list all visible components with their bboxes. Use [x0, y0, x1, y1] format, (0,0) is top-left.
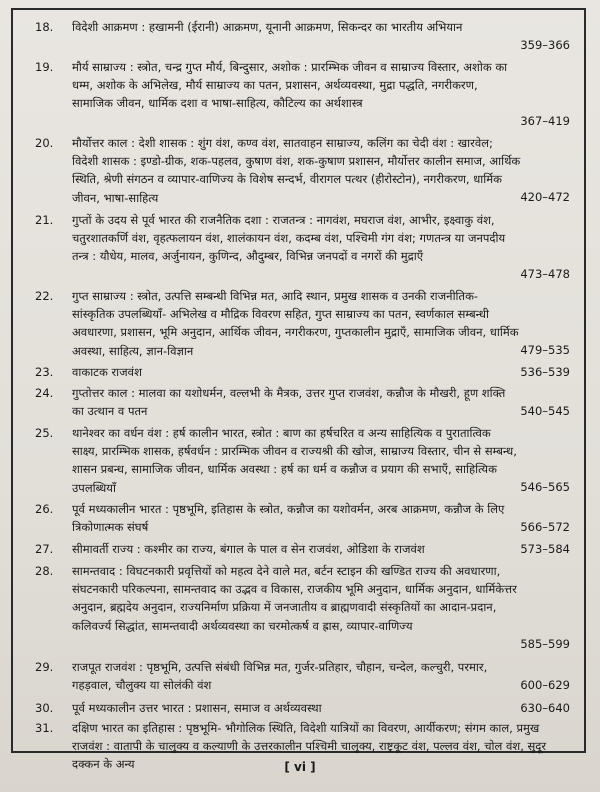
entry-pages: 585–599 [520, 637, 570, 651]
entry-pages: 359–366 [520, 38, 570, 52]
entry-number: 30. [35, 701, 54, 715]
toc-entry-21 [13, 211, 584, 283]
entry-pages: 573–584 [520, 542, 570, 556]
entry-number: 29. [35, 660, 54, 674]
entry-pages: 600–629 [520, 678, 570, 692]
toc-entry-30 [13, 699, 584, 717]
toc-entry-26 [13, 500, 584, 536]
entry-number: 31. [35, 721, 54, 735]
entry-number: 20. [35, 136, 54, 150]
toc-entry-22 [13, 287, 584, 360]
entry-title: सामन्तवाद : विघटनकारी प्रवृत्तियों को महत्व देने वाले मत, बर्टन स्टाइन की खण्डित राज्य की अवधारणा, संघटनकारी परिकल्पना, सामन्तवाद का उद्भव व विकास, राजकीय भूमि अनुदान, धार्मिक अनुदान, धार्मिकेत्तर अनुदान, ब्रह्मदेय अनुदान, राज्यनिर्माण प्रक्रिया में जनजातीय व ब्राह्मणवादी संस्कृतियों का आदान-प्रदान, कलिवर्ज्य सिद्धांत, सामन्तवादी अर्थव्यवस्था का चरमोत्कर्ष व ह्रास, व्यापार-वाणिज्य [72, 564, 521, 633]
entry-title: मौर्योत्तर काल : देशी शासक : शुंग वंश, कण्व वंश, सातवाहन साम्राज्य, कलिंग का चेदी वंश : खारवेल; विदेशी शासक : इण्डो-ग्रीक, शक-पहलव, कुषाण वंश, शक-कुषाण प्रशासन, मौर्योत्तर कालीन समाज, आर्थिक स्थिति, श्रेणी संगठन व व्यापार-वाणिज्य के विशेष सन्दर्भ, वीरागल पत्थर (हीरोस्टोन), नगरीकरण, धार्मिक जीवन, भाषा-साहित्य [72, 136, 524, 205]
entry-number: 26. [35, 502, 54, 516]
toc-entry-23 [13, 363, 584, 381]
entry-title: गुप्त साम्राज्य : स्त्रोत, उत्पत्ति सम्बन्धी विभिन्न मत, आदि स्थान, प्रमुख शासक व उनकी राजनीतिक-सांस्कृतिक उपलब्धियाँ- अभिलेख व मौद्रिक विवरण सहित, गुप्त साम्राज्य का पतन, स्वर्णकाल सम्बन्धी अवधारणा, प्रशासन, भूमि अनुदान, आर्थिक जीवन, नगरीकरण, गुप्तकालीन मुद्राएँ, सामाजिक जीवन, धार्मिक अवस्था, साहित्य, ज्ञान-विज्ञान [72, 289, 523, 358]
entry-number: 19. [35, 60, 54, 74]
entry-pages: 420–472 [520, 190, 570, 204]
entry-title: मौर्य साम्राज्य : स्त्रोत, चन्द्र गुप्त मौर्य, बिन्दुसार, अशोक : प्रारम्भिक जीवन व साम्राज्य विस्तार, अशोक का धम्म, अशोक के अभिलेख, मौर्य साम्राज्य का पतन, प्रशासन, अर्थव्यवस्था, मुद्रा पद्धति, नगरीकरण, सामाजिक जीवन, धार्मिक दशा व भाषा-साहित्य, कौटिल्य का अर्थशास्त्र [72, 60, 511, 111]
entry-title: वाकाटक राजवंश [72, 365, 142, 379]
entry-title: विदेशी आक्रमण : हखामनी (ईरानी) आक्रमण, यूनानी आक्रमण, सिकन्दर का भारतीय अभियान [72, 20, 463, 34]
entry-pages: 566–572 [520, 520, 570, 534]
entry-pages: 630–640 [520, 701, 570, 715]
toc-entry-27 [13, 540, 584, 558]
page-number: [ vi ] [284, 760, 316, 774]
entry-number: 21. [35, 213, 54, 227]
entry-pages: 546–565 [520, 480, 570, 494]
entry-number: 25. [35, 426, 54, 440]
entry-pages: 367–419 [520, 114, 570, 128]
entry-pages: 479–535 [520, 343, 570, 357]
entry-number: 23. [35, 365, 54, 379]
toc-entry-25 [13, 424, 584, 497]
entry-title: गुप्तों के उदय से पूर्व भारत की राजनैतिक दशा : राजतन्त्र : नागवंश, मघराज वंश, आभीर, इक्ष्वाकु वंश, चतुरशातकर्णि वंश, वृहत्फलायन वंश, शालंकायन वंश, कदम्ब वंश, पश्चिमी गंग वंश; गणतन्त्र या जनपदीय तन्त्र : यौधेय, मालव, अर्जुनायन, कुणिन्द, औदुम्बर, विभिन्न जनपदों व नगरों की मुद्राएँ [72, 213, 509, 264]
entry-title: पूर्व मध्यकालीन उत्तर भारत : प्रशासन, समाज व अर्थव्यवस्था [72, 701, 322, 715]
entry-number: 18. [35, 20, 54, 34]
entry-title: सीमावर्ती राज्य : कश्मीर का राज्य, बंगाल के पाल व सेन राजवंश, ओडिशा के राजवंश [72, 542, 425, 556]
toc-entry-18 [13, 18, 584, 54]
toc-entry-24 [13, 384, 584, 420]
toc-entry-19 [13, 58, 584, 130]
entry-pages: 540–545 [520, 404, 570, 418]
entry-pages: 536–539 [520, 365, 570, 379]
entry-title: थानेश्वर का वर्धन वंश : हर्ष कालीन भारत, स्त्रोत : बाण का हर्षचरित व अन्य साहित्यिक व पुरातात्विक साक्ष्य, प्रारम्भिक शासक, हर्षवर्धन : प्रारम्भिक जीवन व राज्यश्री की खोज, साम्राज्य विस्तार, चीन से सम्बन्ध, शासन प्रबन्ध, सामाजिक जीवन, धार्मिक अवस्था : हर्ष का धर्म व कन्नौज व प्रयाग की सभाएँ, साहित्यिक उपलब्धियाँ [72, 426, 521, 495]
entry-title: दक्षिण भारत का इतिहास : पृष्ठभूमि- भौगोलिक स्थिति, विदेशी यात्रियों का विवरण, आर्यीकरण; संगम काल, प्रमुख राजवंश : वातापी के चालुक्य व कल्याणी के उत्तरकालीन पश्चिमी चालुक्य, राष्ट्रकूट वंश, पल्लव वंश, चोल वंश, सुदूर दक्कन के अन्य [72, 721, 550, 772]
toc-entry-28 [13, 562, 584, 653]
entry-title: गुप्तोत्तर काल : मालवा का यशोधर्मन, वल्लभी के मैत्रक, उत्तर गुप्त राजवंश, कन्नौज के मौखरी, हूण शक्ति का उत्थान व पतन [72, 386, 509, 419]
entry-number: 22. [35, 289, 54, 303]
entry-title: पूर्व मध्यकालीन भारत : पृष्ठभूमि, इतिहास के स्त्रोत, कन्नौज का यशोवर्मन, अरब आक्रमण, कन्नौज के लिए त्रिकोणात्मक संघर्ष [72, 502, 509, 535]
entry-number: 28. [35, 564, 54, 578]
entry-pages: 473–478 [520, 267, 570, 281]
entry-title: राजपूत राजवंश : पृष्ठभूमि, उत्पत्ति संबंधी विभिन्न मत, गुर्जर-प्रतिहार, चौहान, चन्देल, कल्चुरी, परमार, गहड़वाल, चौलुक्य या सोलंकी वंश [72, 660, 491, 693]
entry-number: 24. [35, 386, 54, 400]
entry-number: 27. [35, 542, 54, 556]
toc-entry-20 [13, 134, 584, 207]
toc-entry-29 [13, 658, 584, 694]
